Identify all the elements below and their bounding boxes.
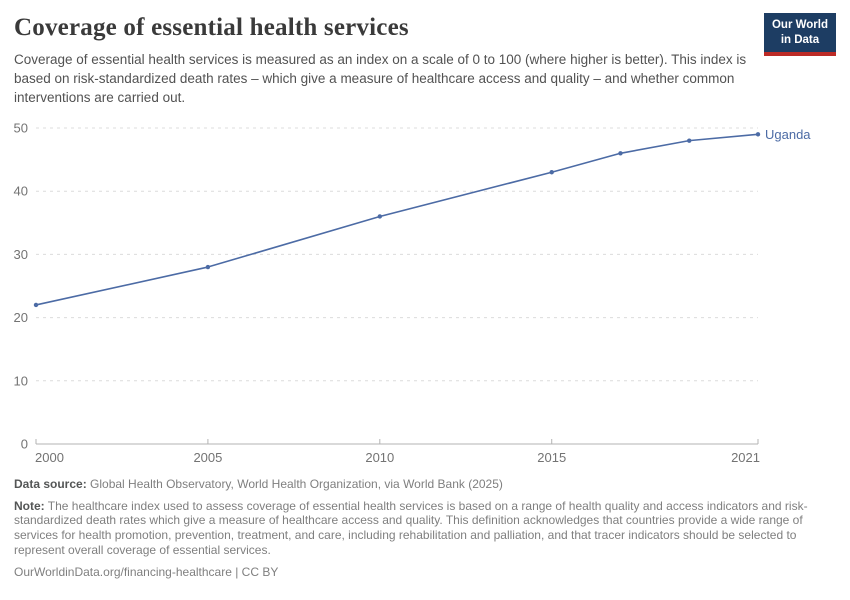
- x-tick-label: 2015: [537, 450, 567, 465]
- owid-logo: [764, 13, 836, 56]
- y-tick-label: 50: [13, 120, 28, 136]
- data-point: [206, 265, 210, 269]
- note-label: Note:: [14, 498, 45, 513]
- owid-logo-text-line2: in Data: [780, 33, 820, 46]
- note-line: [14, 499, 838, 558]
- data-point: [618, 151, 622, 155]
- y-tick-label: 40: [13, 183, 28, 199]
- y-tick-label: 0: [20, 436, 28, 452]
- data-source-text: Global Health Observatory, World Health Organization, via World Bank (2025): [86, 477, 503, 491]
- x-tick-label: 2000: [35, 450, 64, 465]
- data-point: [687, 138, 691, 142]
- citation-url: OurWorldinData.org/financing-healthcare | CC BY: [14, 565, 279, 580]
- chart-subtitle: Coverage of essential health services is measured as an index on a scale of 0 to 100 (where higher is better). This index is based on risk-standardized death rates – which give a measure of healthcare access and quality – and whether common interventions are carried out.: [14, 52, 747, 106]
- x-tick-label: 2005: [193, 450, 223, 465]
- data-source-label: Data source:: [14, 477, 87, 491]
- plot-area: [0, 108, 850, 470]
- data-point: [378, 214, 382, 218]
- chart-footer: [14, 477, 838, 580]
- series-line: [36, 134, 758, 305]
- y-tick-label: 20: [13, 310, 28, 326]
- y-tick-label: 30: [13, 246, 28, 262]
- data-point: [756, 132, 760, 136]
- y-tick-label: 10: [13, 373, 28, 389]
- x-tick-label: 2021: [731, 450, 760, 465]
- chart-svg: [0, 108, 850, 470]
- owid-logo-text-line1: Our World: [771, 19, 828, 31]
- chart-title: Coverage of essential health services: [14, 14, 409, 41]
- data-point: [550, 170, 554, 174]
- x-tick-label: 2010: [365, 450, 395, 465]
- data-source-line: [14, 477, 838, 492]
- series-end-label: Uganda: [765, 126, 811, 142]
- data-point: [34, 303, 38, 307]
- note-text: The healthcare index used to assess coverage of essential health services is based on a range of health quality and access indicators and risk-standardized death rates which give a measure of healthcare access and quality. This definition acknowledges that countries provide a wide range of services for health promotion, prevention, treatment, and care, including rehabilitation and palliation, and that tracer indicators should be selected to represent overall coverage of essential services.: [14, 498, 808, 557]
